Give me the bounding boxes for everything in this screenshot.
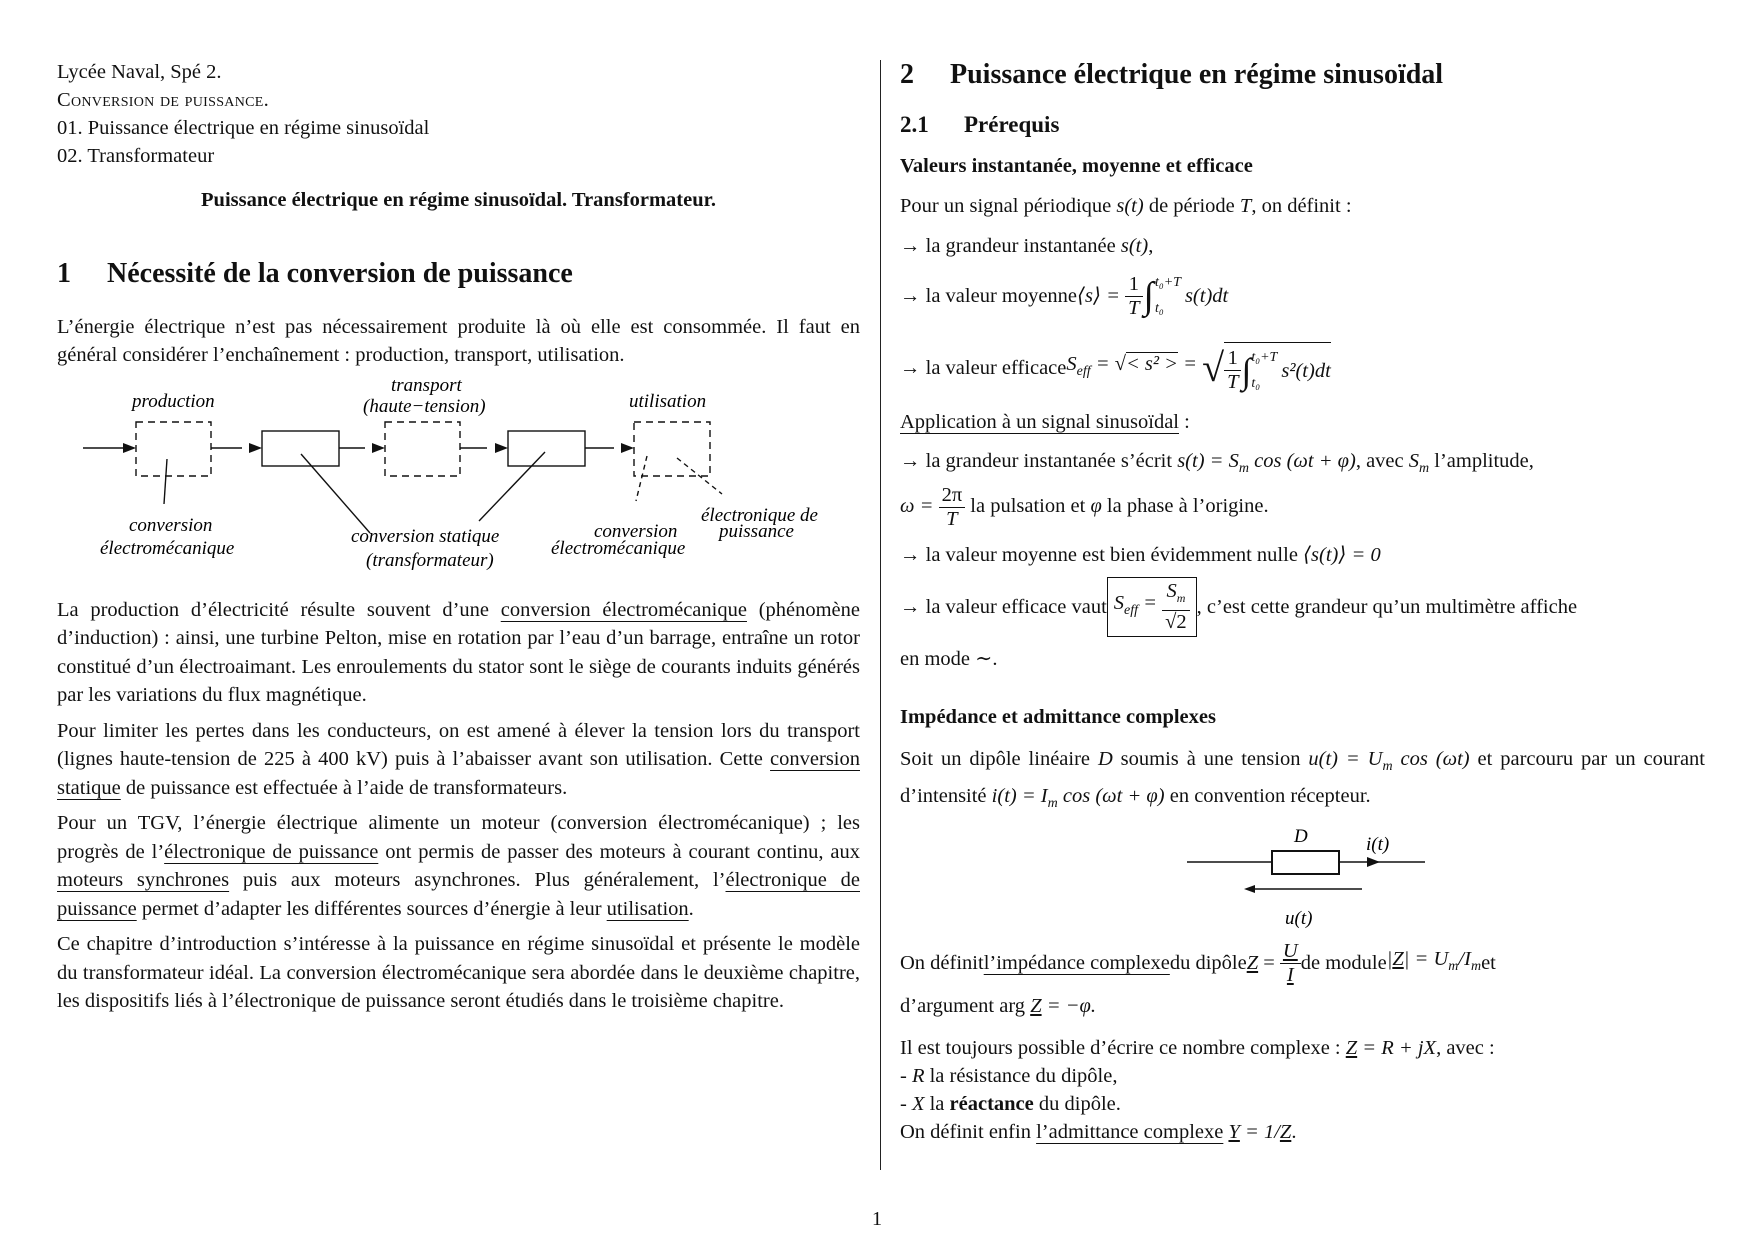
impedance-decomposition: Il est toujours possible d’écrire ce nombre complexe : Z = R + jX, avec : bbox=[900, 1037, 1495, 1060]
label-production: production bbox=[132, 390, 215, 412]
item-instantaneous: → la grandeur instantanée s(t), bbox=[900, 235, 1154, 257]
definition-intro: Pour un signal périodique s(t) de période T, on définit : bbox=[900, 195, 1352, 217]
term-impedance-complexe: l’impédance complexe bbox=[983, 952, 1170, 975]
paragraph-production: La production d’électricité résulte souvent d’une conversion électromécanique (phénomène d’induction) : ainsi, une turbine Pelton, mise en rotation par l’eau d’un barrage, entraîne un rotor constitué d’un électroaimant. Les enroulements du stator sont le siège de courants induits générés par les variations du flux magnétique. bbox=[57, 598, 861, 706]
label-electronique-de: électronique de bbox=[701, 504, 818, 526]
right-column bbox=[900, 58, 1705, 1146]
paragraph-heading-valeurs: Valeurs instantanée, moyenne et efficace bbox=[900, 155, 1253, 177]
impedance-setup: Soit un dipôle linéaire D soumis à une tension $u(t) = U_m$ cos (ωt) et parcouru par un courant d’intensité $i(t) = I_m$ cos (ωt + φ) en convention récepteur. bbox=[900, 748, 1705, 811]
application-heading: Application à un signal sinusoïdal : bbox=[900, 411, 1190, 433]
label-utilisation: utilisation bbox=[629, 390, 707, 412]
resistance-item: - R la résistance du dipôle, bbox=[900, 1065, 1118, 1088]
header-line-school: Lycée Naval, Spé 2. bbox=[57, 61, 222, 83]
conversion-chain-svg bbox=[57, 376, 860, 586]
paragraph-tgv: Pour un TGV, l’énergie électrique alimente un moteur (conversion électromécanique) ; les progrès de l’électronique de puissance ont permis de passer des moteurs à courant continu, aux moteurs synchrones puis aux moteurs asynchrones. Plus généralement, l’électronique de puissance permet d’adapter les différentes sources d’énergie à leur utilisation. bbox=[57, 812, 860, 920]
term-conversion-statique: conversion statique bbox=[57, 748, 860, 799]
item-mean-value: → la valeur moyenne ⟨s⟩ = $\frac{1}{T}$ ∫ t₀+T t₀ s(t)dt bbox=[900, 272, 1229, 319]
label-conversion-statique: conversion statique bbox=[351, 525, 500, 547]
course-header bbox=[57, 58, 860, 170]
circuit-label-D: D bbox=[1294, 826, 1308, 848]
term-electronique-puissance-1: électronique de puissance bbox=[164, 840, 379, 863]
impedance-argument: d’argument arg Z = −φ. bbox=[900, 995, 1096, 1018]
term-electronique-puissance-2: électronique de puissance bbox=[57, 869, 860, 920]
label-transport: transport bbox=[391, 375, 462, 396]
fraction-1-over-T: $\frac{1}{T}$ bbox=[1125, 273, 1142, 320]
section-2-heading: 2 Puissance électrique en régime sinusoïdal bbox=[900, 59, 1444, 90]
circuit-label-i: i(t) bbox=[1366, 834, 1390, 856]
sinusoidal-mean-zero: → la valeur moyenne est bien évidemment nulle ⟨s(t)⟩ = 0 bbox=[900, 544, 1381, 567]
boxed-rms-formula: $S_{eff}$ = $\frac{S_m}{√2}$ bbox=[1107, 577, 1197, 637]
column-separator bbox=[880, 60, 881, 1170]
paragraph-heading-impedance: Impédance et admittance complexes bbox=[900, 706, 1216, 729]
label-electromecanique-2: électromécanique bbox=[551, 537, 686, 559]
circuit-label-u: u(t) bbox=[1285, 908, 1313, 930]
conversion-chain-diagram bbox=[57, 376, 860, 586]
item-rms-value: → la valeur efficace $S_{eff}$ = √< s² > = √ $\frac{1}{T}$ ∫ t₀+T t₀ s²(t)dt bbox=[900, 336, 1705, 400]
sinusoidal-instantaneous: → la grandeur instantanée s’écrit $s(t) = S_m$ cos (ωt + φ), avec $S_m$ l’amplitude, ω = $\frac{2\pi}{T}$ la pulsation et φ la phase à l’origine. bbox=[900, 450, 1534, 531]
label-haute-tension: (haute−tension) bbox=[363, 395, 486, 417]
label-conversion-em-2: conversion bbox=[594, 520, 678, 542]
dipole-circuit-svg bbox=[900, 822, 1705, 932]
sinusoidal-rms-continued: en mode ∼. bbox=[900, 648, 998, 671]
term-utilisation: utilisation bbox=[606, 897, 689, 920]
paragraph-chapter-scope: Ce chapitre d’introduction s’intéresse à la puissance en régime sinusoïdal et présente le modèle du transformateur idéal. La conversion électromécanique sera abordée dans le deuxième chapitre, les dispositifs liés à l’électronique de puissance seront étudiés dans le troisième chapitre. bbox=[57, 933, 860, 1012]
admittance-definition: On définit enfin l’admittance complexe Y = 1/Z. bbox=[900, 1121, 1297, 1144]
label-electromecanique-1: électromécanique bbox=[100, 537, 235, 559]
label-puissance: puissance bbox=[719, 520, 794, 542]
impedance-definition: On définit l’impédance complexe du dipôle Z = $\frac{U}{I}$ de module $|Z| = U_m/I_m$ et bbox=[900, 939, 1496, 986]
label-transformateur: (transformateur) bbox=[366, 549, 494, 571]
label-conversion-em-1: conversion bbox=[129, 514, 213, 536]
paragraph-transport: Pour limiter les pertes dans les conducteurs, on est amené à élever la tension lors du transport (lignes haute-tension de 225 à 400 kV) puis à l’abaisser avant son utilisation. Cette conversion statique de puissance est effectuée à l’aide de transformateurs. bbox=[57, 719, 860, 799]
page-number: 1 bbox=[871, 1208, 883, 1230]
document-title: Puissance électrique en régime sinusoïdal. Transformateur. bbox=[201, 189, 716, 211]
left-column bbox=[57, 58, 860, 1016]
subsection-2-1-heading: 2.1 Prérequis bbox=[900, 112, 1060, 137]
header-line-chapter-2: 02. Transformateur bbox=[57, 145, 215, 167]
sinusoidal-rms: → la valeur efficace vaut $S_{eff}$ = $\frac{S_m}{√2}$ , c’est cette grandeur qu’un multimètre affiche bbox=[900, 577, 1705, 637]
section-1-heading: 1 Nécessité de la conversion de puissance bbox=[57, 257, 573, 289]
term-admittance-complexe: l’admittance complexe bbox=[1036, 1121, 1224, 1144]
dipole-circuit-diagram bbox=[900, 822, 1705, 932]
term-conversion-electromecanique: conversion électromécanique bbox=[500, 598, 747, 621]
term-moteurs-synchrones: moteurs synchrones bbox=[57, 869, 230, 891]
reactance-item: - X la réactance du dipôle. bbox=[900, 1093, 1121, 1116]
section-1-intro: L’énergie électrique n’est pas nécessairement produite là où elle est consommée. Il faut en général considérer l’enchaînement : production, transport, utilisation. bbox=[57, 315, 860, 366]
header-line-chapter-1: 01. Puissance électrique en régime sinusoïdal bbox=[57, 117, 430, 139]
header-line-course: Conversion de puissance. bbox=[57, 89, 270, 111]
